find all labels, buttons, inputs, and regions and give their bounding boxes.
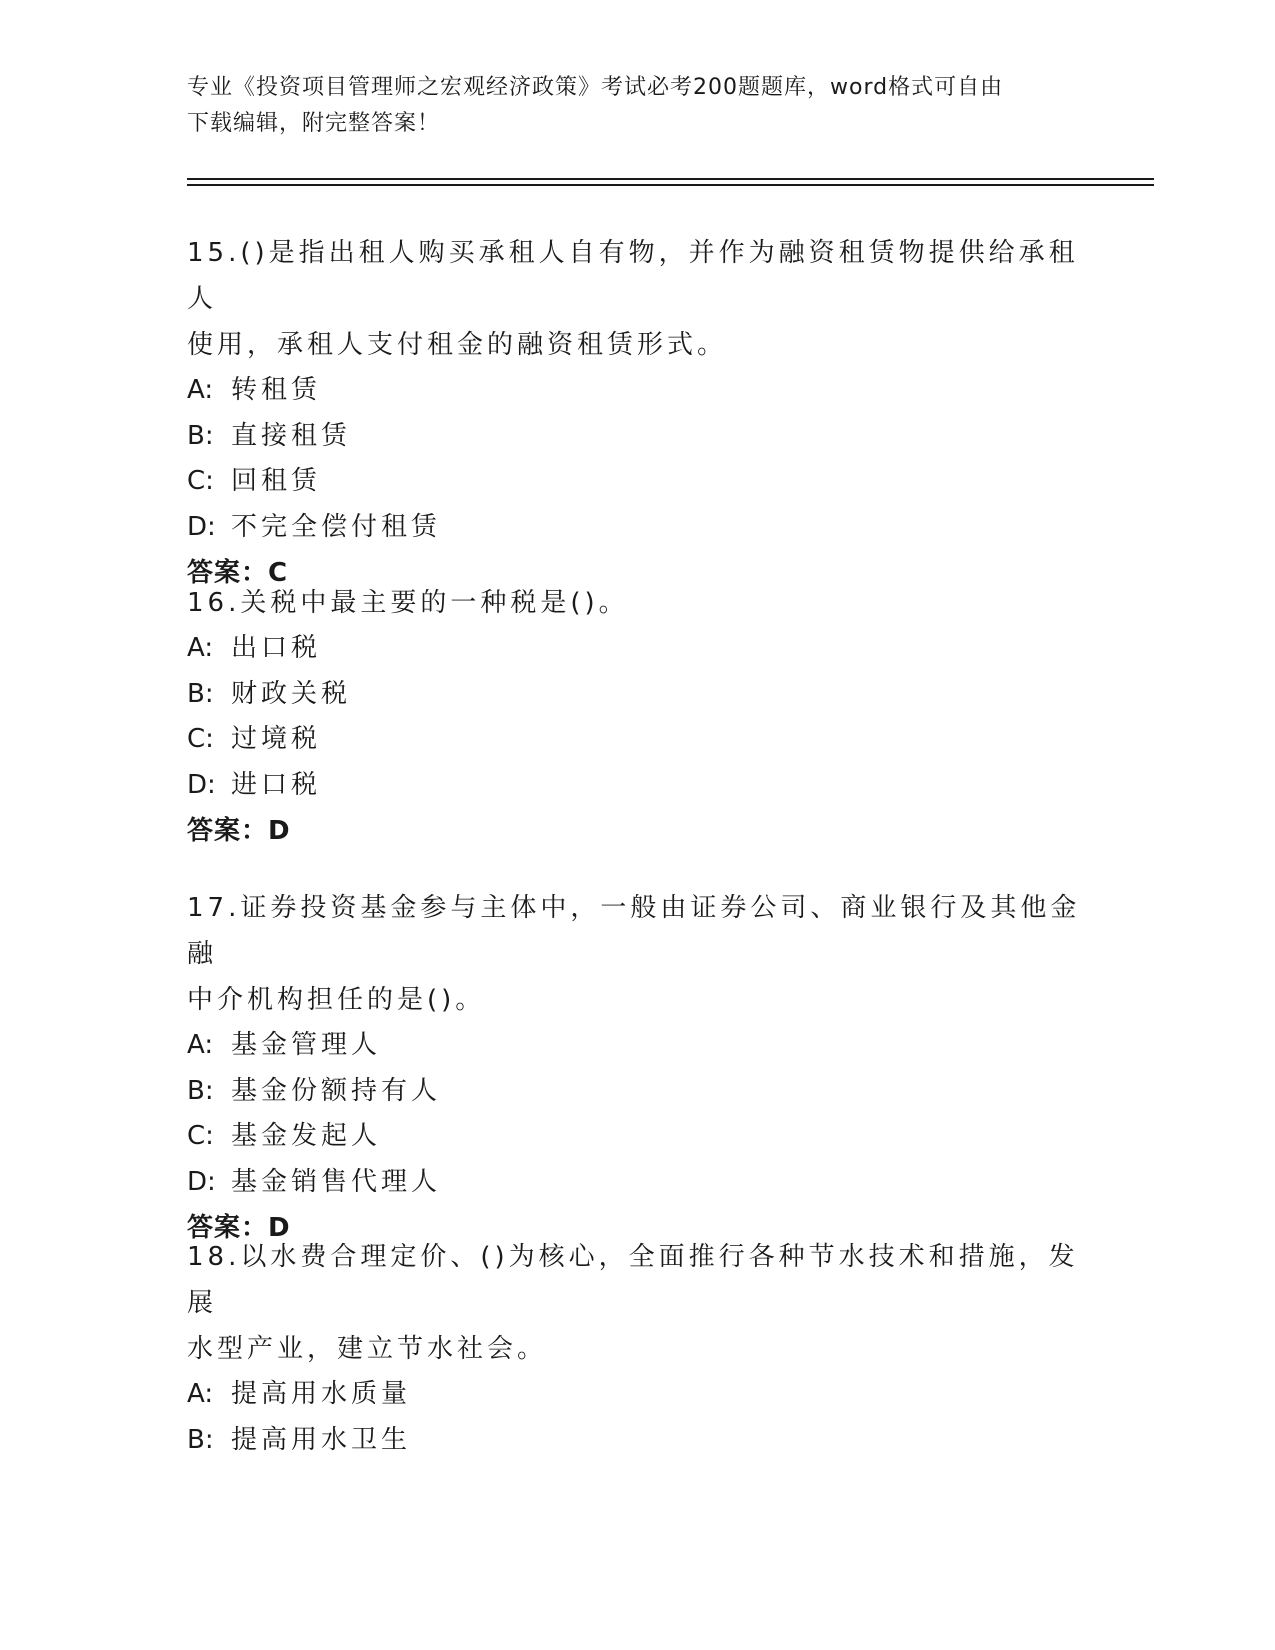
question-16 [187,580,1087,854]
question-15 [187,230,1087,596]
header-line-2: 下载编辑，附完整答案！ [187,111,441,136]
option-key: D: [187,511,216,542]
option-text: 转租赁 [231,375,322,405]
option-a [187,626,1087,672]
header-line-1: 专业《投资项目管理师之宏观经济政策》考试必考200题题库，word格式可自由 [187,75,1004,100]
option-text: 基金发起人 [231,1121,382,1151]
option-key: A: [187,1030,214,1060]
option-key: A: [187,1379,214,1409]
question-text-line-1: 18.以水费合理定价、()为核心，全面推行各种节水技术和措施，发展 [187,1242,1079,1318]
option-c [187,459,1087,505]
option-text: 财政关税 [231,678,352,709]
option-key: D: [187,769,216,800]
option-text: 不完全偿付租赁 [231,511,442,542]
option-text: 基金管理人 [231,1030,382,1060]
answer: 答案：D [187,816,291,846]
option-text: 提高用水质量 [231,1379,412,1409]
header-divider-top [187,178,1154,180]
option-d [187,505,1087,551]
option-text: 进口税 [231,769,322,800]
option-key: D: [187,1166,216,1197]
question-text-line-1: 16.关税中最主要的一种税是()。 [187,588,629,618]
option-key: A: [187,375,214,405]
option-key: C: [187,724,214,754]
option-a [187,1023,1087,1069]
option-b [187,414,1087,460]
document-header [187,70,1067,142]
option-key: B: [187,1075,214,1106]
option-key: B: [187,420,214,451]
option-text: 提高用水卫生 [231,1424,412,1455]
option-key: A: [187,633,214,663]
option-b [187,1418,1087,1464]
option-text: 过境税 [231,724,322,754]
option-text: 回租赁 [231,466,322,496]
answer: 答案：C [187,558,289,588]
question-text-line-1: 15.()是指出租人购买承租人自有物，并作为融资租赁物提供给承租人 [187,238,1079,314]
answer: 答案：D [187,1213,291,1243]
option-text: 出口税 [231,633,322,663]
option-b [187,1069,1087,1115]
question-text-line-2: 水型产业，建立节水社会。 [187,1334,548,1364]
option-b [187,672,1087,718]
option-d [187,1160,1087,1206]
option-key: C: [187,466,214,496]
option-key: C: [187,1121,214,1151]
question-text-line-1: 17.证券投资基金参与主体中，一般由证券公司、商业银行及其他金融 [187,893,1081,969]
option-c [187,717,1087,763]
option-key: B: [187,678,214,709]
option-key: B: [187,1424,214,1455]
option-a [187,368,1087,414]
question-17 [187,885,1087,1251]
option-text: 基金份额持有人 [231,1075,442,1106]
question-text-line-2: 使用，承租人支付租金的融资租赁形式。 [187,330,728,360]
option-text: 基金销售代理人 [231,1166,442,1197]
option-a [187,1372,1087,1418]
question-text-line-2: 中介机构担任的是()。 [187,985,486,1015]
header-divider-bottom [187,184,1154,186]
option-text: 直接租赁 [231,420,352,451]
question-18 [187,1234,1087,1463]
option-d [187,763,1087,809]
option-c [187,1114,1087,1160]
